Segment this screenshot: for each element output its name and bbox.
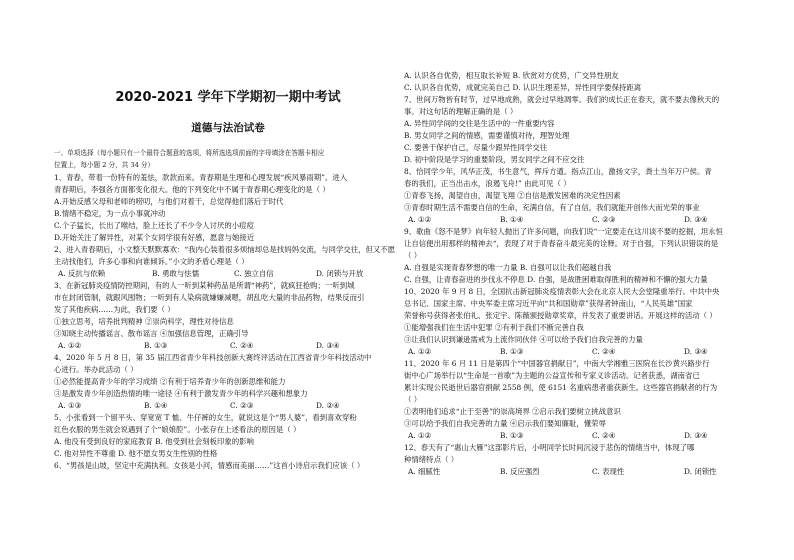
option-line: C.个子猛长，长出了喉结，脸上还长了不少令人讨厌的小痘痘 (54, 221, 254, 230)
option-line: D. 初中阶段是学习的重要阶段，男女同学之间不应交往 (404, 155, 585, 164)
option-line: A. 认识各自优势，相互取长补短 B. 欣赏对方优势，广交异性朋友 (404, 71, 619, 80)
statement-line: ①表明他们追求“止于至善”的崇高境界 ②启示我们要树立挑战意识 (404, 407, 621, 416)
question-line: 2、进入青春期后，小文整天默默寡欢：“我内心装着很多烦恼却总是找妈妈交流，与同学交往，但又不愿 (54, 245, 396, 254)
option-c: C. ②④ (592, 347, 616, 356)
section-instruction: 一、单项选择（每小题只有一个最符合题意的选项，将所选选项前面的字母填涂在答题卡相应 (54, 149, 325, 157)
question-line: 3、在新冠肺炎疫情防控期间，有的人一听到某种药品是所谓“神药”，就疯狂抢购；一听到城 (54, 281, 355, 290)
option-b: B. 勇敢与怯懦 (152, 269, 200, 278)
option-b: B. 反应强烈 (500, 467, 540, 476)
question-line: 主动找他们，许多心事和向谁倾诉。”小文的矛盾心理是（ ） (54, 257, 249, 266)
option-a: A. ①② (408, 431, 432, 440)
statement-line: ③知晓主动传播谣言、散布谣言 ④加强信息管理，正确引导 (54, 329, 249, 338)
option-c: C. ②③ (592, 215, 616, 224)
statement-line: ③可以给予我们自我完善的力量 ④启示我们要知廉耻，懂荣辱 (404, 419, 606, 428)
option-a: A. ①② (58, 341, 82, 350)
question-line: 青春期后，李强各方面都变化很大。他的下列变化中不属于青春期心理变化的是（ ） (54, 185, 330, 194)
option-line: B.情绪不稳定，为一点小事就冲动 (54, 209, 166, 218)
question-line: 事。对这句话的理解正确的是（ ） (404, 107, 518, 116)
option-d: D. ③④ (684, 347, 708, 356)
option-a: A. ①② (408, 347, 432, 356)
question-line: 6、“男孩是山坡，坚定中充满执利。女孩是小河，情感而美丽……”这首小诗启示我们应该（ ） (54, 461, 365, 470)
question-line: 市在封闭管制，就跟风囤物；一听到有人染病就嫌嫌减嗯，胡乱吃大量的非品药物，结果反而引 (54, 293, 365, 302)
option-d: D. ③④ (684, 431, 708, 440)
statement-line: ①独立思考，培养批判精神 ②崇尚科学，理性对待信息 (54, 317, 234, 326)
option-line: A. 自强是实现青春梦想的唯一力量 B. 自强可以让我们超越自我 (404, 263, 612, 272)
option-c: C. 独立自信 (234, 269, 274, 278)
option-a: A. ①② (408, 215, 432, 224)
option-line: C. 认识各自优势，成就完美自己 D. 认识生理差异，异性同学要保持距离 (404, 83, 642, 92)
question-line: 8、恰同学少年，风华正茂，书生意气，挥斥方遒。指点江山，激扬文字，粪土当年万户侯。青 (404, 167, 712, 176)
question-line: 荣誉称号获得者张伯礼、张定宇、陈薇颁授勋章奖章，并发表了重要讲话。开展这样的活动（ ） (404, 311, 717, 320)
option-c: C. ②④ (230, 341, 254, 350)
option-d: D. ②④ (316, 401, 340, 410)
question-line: 10、2020 年 9 月 8 日，全国抗击新冠肺炎疫情表彰大会在北京人民大会堂隆重举行。中共中央 (404, 287, 720, 296)
question-line: （ ） (404, 251, 422, 260)
option-a: A. ①③ (58, 401, 82, 410)
right-column (404, 0, 778, 560)
question-line: 累计实现公民逝世后器官捐献 2558 例，使 6151 名重病患者重获新生。这些器官捐献者的行为 (404, 383, 718, 392)
section-instruction: 位置上，每小题 2 分，共 34 分） (54, 161, 155, 169)
left-column (54, 0, 402, 560)
option-line: C. 自强，让青春奋进的步伐永不停息 D. 自强，是战胜困难取得胜利的精神和不懈的强大力量 (404, 275, 708, 284)
question-line: 发了其他疾病……为此，我们要（ ） (54, 305, 175, 314)
statement-line: ③让我们认识到谦逊需戒为上流作同伙伴 ④可以给予我们自我完善的力量 (404, 335, 643, 344)
option-line: C. 要善于保护自己，尽量少跟异性同学交往 (404, 143, 548, 152)
option-b: B. ①③ (144, 341, 168, 350)
question-line: 红色衣服的男生就会说遇到了个“娘娘腔”。小张存在上述看法的原因是（ ） (54, 425, 301, 434)
option-line: B. 男女同学之间的情感，需要谨慎对待，理智处理 (404, 131, 570, 140)
statement-line: ①必然能提高青少年的学习成绩 ②有利于培养青少年的创新思维和能力 (54, 377, 286, 386)
question-line: 9、歌曲《怒不是梦》向年轻人抛出了许多问题，向我们说“一定要走在这川谈不要的挖掘，坦永恒 (404, 227, 723, 236)
question-line: 11、2020 年 6 月 11 日是第四个“中国器官捐献日”，中南大学湘雅三医院在长沙黄兴路步行 (404, 359, 710, 368)
option-b: B. ①④ (144, 401, 168, 410)
statement-line: ①能增强我们在生活中犯罪 ②有利于我们不断完善自我 (404, 323, 584, 332)
exam-title: 2020-2021 学年下学期初一期中考试 (115, 90, 341, 105)
option-b: B. ①④ (500, 215, 524, 224)
option-line: A.开始反感父母和老师的唠叨，与他们对着干，总觉得他们落后于时代 (54, 197, 284, 206)
question-line: 5、小张看到一个留平头、穿宽宽 T 恤、牛仔裤的女生，就说这是个“男人婆”，看到喜欢穿粉 (54, 413, 357, 422)
question-line: 街中心广场举行以“生命是一首歌”为主题的公益宣传和专家义诊活动。记者获悉，湖南省已 (404, 371, 700, 380)
question-line: 春的我们，正当出击水，浪遏飞舟!” 由此可见（ ） (404, 179, 571, 188)
question-line: 总书记、国家主席、中央军委主席习近平向“共和国勋章”获得者钟南山，“人民英雄”国家 (404, 299, 693, 308)
option-c: C. 表现性 (592, 467, 625, 476)
question-line: 心进行。举办此活动（ ） (54, 365, 138, 374)
question-line: 让自信便出用那样的精神去“，表现了对于青春奋斗最完美的诠释。对于自强，下列认识错误的是 (404, 239, 719, 248)
statement-line: ①青春飞扬，渴望自由，渴望飞翔 ②自信是激发困难的决定性因素 (404, 191, 621, 200)
question-line: 种情绪特点（ ） (404, 455, 459, 464)
subject-title: 道德与法治试卷 (191, 122, 265, 134)
option-line: A. 他没有受到良好的家庭教育 B. 他受到社会刻板印象的影响 (54, 437, 254, 446)
option-b: B. ①③ (500, 347, 524, 356)
question-line: 4、2020 年 5 月 8 日，第 35 届江西省青少年科技创新大赛终评活动在江西省青少年科技活动中 (54, 353, 372, 362)
question-line: 1、青春，带着一份特有的羞怯，款款而来。青春期是生理和心理发展“疾风暴雨期”。进入 (54, 173, 348, 182)
question-line: （ ） (404, 395, 422, 404)
option-c: C. ②④ (592, 431, 616, 440)
option-a: A. 细腻性 (408, 467, 441, 476)
option-a: A. 反抗与依赖 (58, 269, 105, 278)
option-d: D. ③④ (316, 341, 340, 350)
option-d: D. 闭锁性 (684, 467, 717, 476)
option-line: D.开始关注了解异性，对某个女同学很有好感，愿意与她接近 (54, 233, 255, 242)
question-line: 7、世间万物皆有时节，过早地成熟，就会过早地凋零。我们的成长正在春天，就不要去像秋天的 (404, 95, 720, 104)
option-line: C. 他对异性不尊重 D. 他不愿女男女生性别的性格 (54, 449, 218, 458)
option-line: A. 异性同学间的交往是生活中的一件重要内容 (404, 119, 555, 128)
question-line: 12、春天有了“惠山大雁”这部影片后，小明同学长时间沉浸于悲伤的情绪当中，体现了哪 (404, 443, 695, 452)
option-c: C. ②③ (230, 401, 254, 410)
option-d: D. 闭锁与开放 (316, 269, 364, 278)
statement-line: ③青春时期生活不需要自信的生命，充满自信，有了自信，我们就能开创伟大而光荣的事业 (404, 203, 700, 212)
option-d: D. ③④ (684, 215, 708, 224)
statement-line: ③是激发青少年创造热情的唯一途径 ④有利于激发青少年的科学兴趣和想象力 (54, 389, 308, 398)
option-b: B. ①③ (500, 431, 524, 440)
